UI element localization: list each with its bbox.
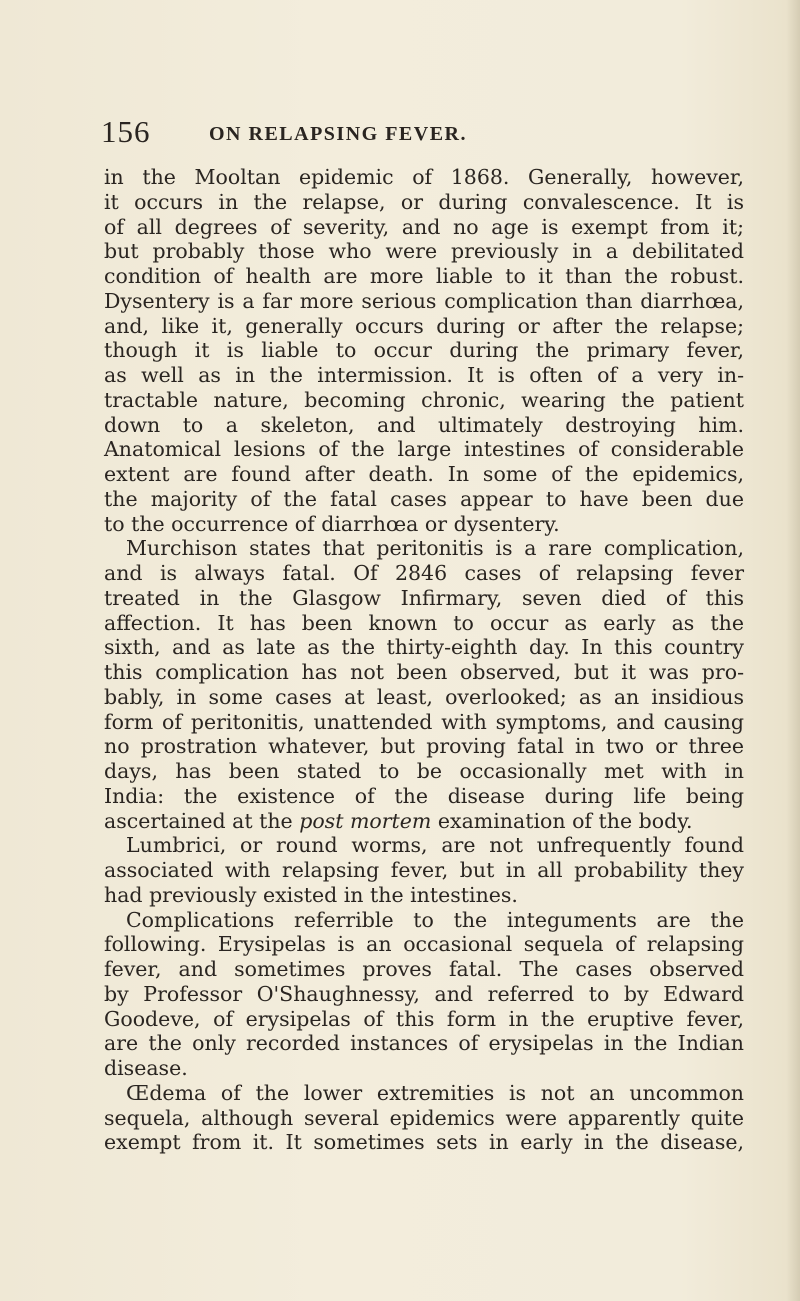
text-line-mixed xyxy=(104,809,744,834)
text-line: though it is liable to occur during the primary fever, xyxy=(104,338,744,363)
page-number: 156 xyxy=(101,114,151,149)
text-line: associated with relapsing fever, but in all probability they xyxy=(104,858,744,882)
running-title: ON RELAPSING FEVER. xyxy=(209,123,467,145)
text-line: days, has been stated to be occasionally met with in xyxy=(104,759,744,783)
text-line: are the only recorded instances of erysipelas in the Indian xyxy=(104,1031,744,1056)
text-line: this complication has not been observed, but it was pro- xyxy=(104,660,744,684)
text-line: Lumbrici, or round worms, are not unfrequently found xyxy=(126,833,744,858)
text-line: had previously existed in the intestines. xyxy=(104,882,518,907)
text-line: sequela, although several epidemics were apparently quite xyxy=(104,1105,744,1130)
text-line: following. Erysipelas is an occasional sequela of relapsing xyxy=(104,932,744,957)
text-line: Goodeve, of erysipelas of this form in the eruptive fever, xyxy=(104,1006,744,1031)
text-line: and, like it, generally occurs during or after the relapse; xyxy=(104,313,744,338)
italic-phrase: post mortem xyxy=(299,808,432,833)
text-line: extent are found after death. In some of the epidemics, xyxy=(104,462,744,486)
text-line: sixth, and as late as the thirty-eighth day. In this country xyxy=(104,635,744,660)
text-line: to the occurrence of diarrhœa or dysentery. xyxy=(104,511,560,536)
body-text xyxy=(104,165,744,1155)
text-line: treated in the Glasgow Infirmary, seven died of this xyxy=(104,585,744,610)
text-run: ascertained at the xyxy=(104,808,300,833)
text-line: India: the existence of the disease during life being xyxy=(104,783,744,808)
text-line: form of peritonitis, unattended with symptoms, and causing xyxy=(104,709,744,734)
text-line: Complications referrible to the integuments are the xyxy=(126,907,744,932)
text-line: disease. xyxy=(104,1056,188,1080)
text-line: condition of health are more liable to it than the robust. xyxy=(104,264,744,288)
text-line: Œdema of the lower extremities is not an uncommon xyxy=(126,1080,744,1105)
text-line: down to a skeleton, and ultimately destroying him. xyxy=(104,412,744,437)
text-line: exempt from it. It sometimes sets in early in the disease, xyxy=(104,1130,744,1155)
text-line: in the Mooltan epidemic of 1868. Generally, however, xyxy=(104,165,744,189)
text-line: the majority of the fatal cases appear to have been due xyxy=(104,486,744,511)
text-line: Dysentery is a far more serious complication than diarrhœa, xyxy=(104,288,744,313)
text-line: Anatomical lesions of the large intestines of considerable xyxy=(104,437,744,462)
page-header xyxy=(101,114,741,154)
text-line: bably, in some cases at least, overlooked; as an insidious xyxy=(104,684,744,709)
text-line: and is always fatal. Of 2846 cases of relapsing fever xyxy=(104,561,744,585)
text-line: affection. It has been known to occur as early as the xyxy=(104,610,744,635)
text-line: as well as in the intermission. It is often of a very in- xyxy=(104,363,744,387)
text-line: it occurs in the relapse, or during convalescence. It is xyxy=(104,189,744,214)
text-line: of all degrees of severity, and no age is exempt from it; xyxy=(104,214,744,239)
text-run: examination of the body. xyxy=(431,808,693,833)
text-line: fever, and sometimes proves fatal. The cases observed xyxy=(104,957,744,981)
text-line: Murchison states that peritonitis is a rare complication, xyxy=(126,536,744,561)
text-line: by Professor O'Shaughnessy, and referred to by Edward xyxy=(104,981,744,1006)
text-line: tractable nature, becoming chronic, wearing the patient xyxy=(104,387,744,412)
text-line: but probably those who were previously in a debilitated xyxy=(104,239,744,264)
text-line: no prostration whatever, but proving fatal in two or three xyxy=(104,734,744,759)
page-edge-shadow xyxy=(786,0,800,1301)
